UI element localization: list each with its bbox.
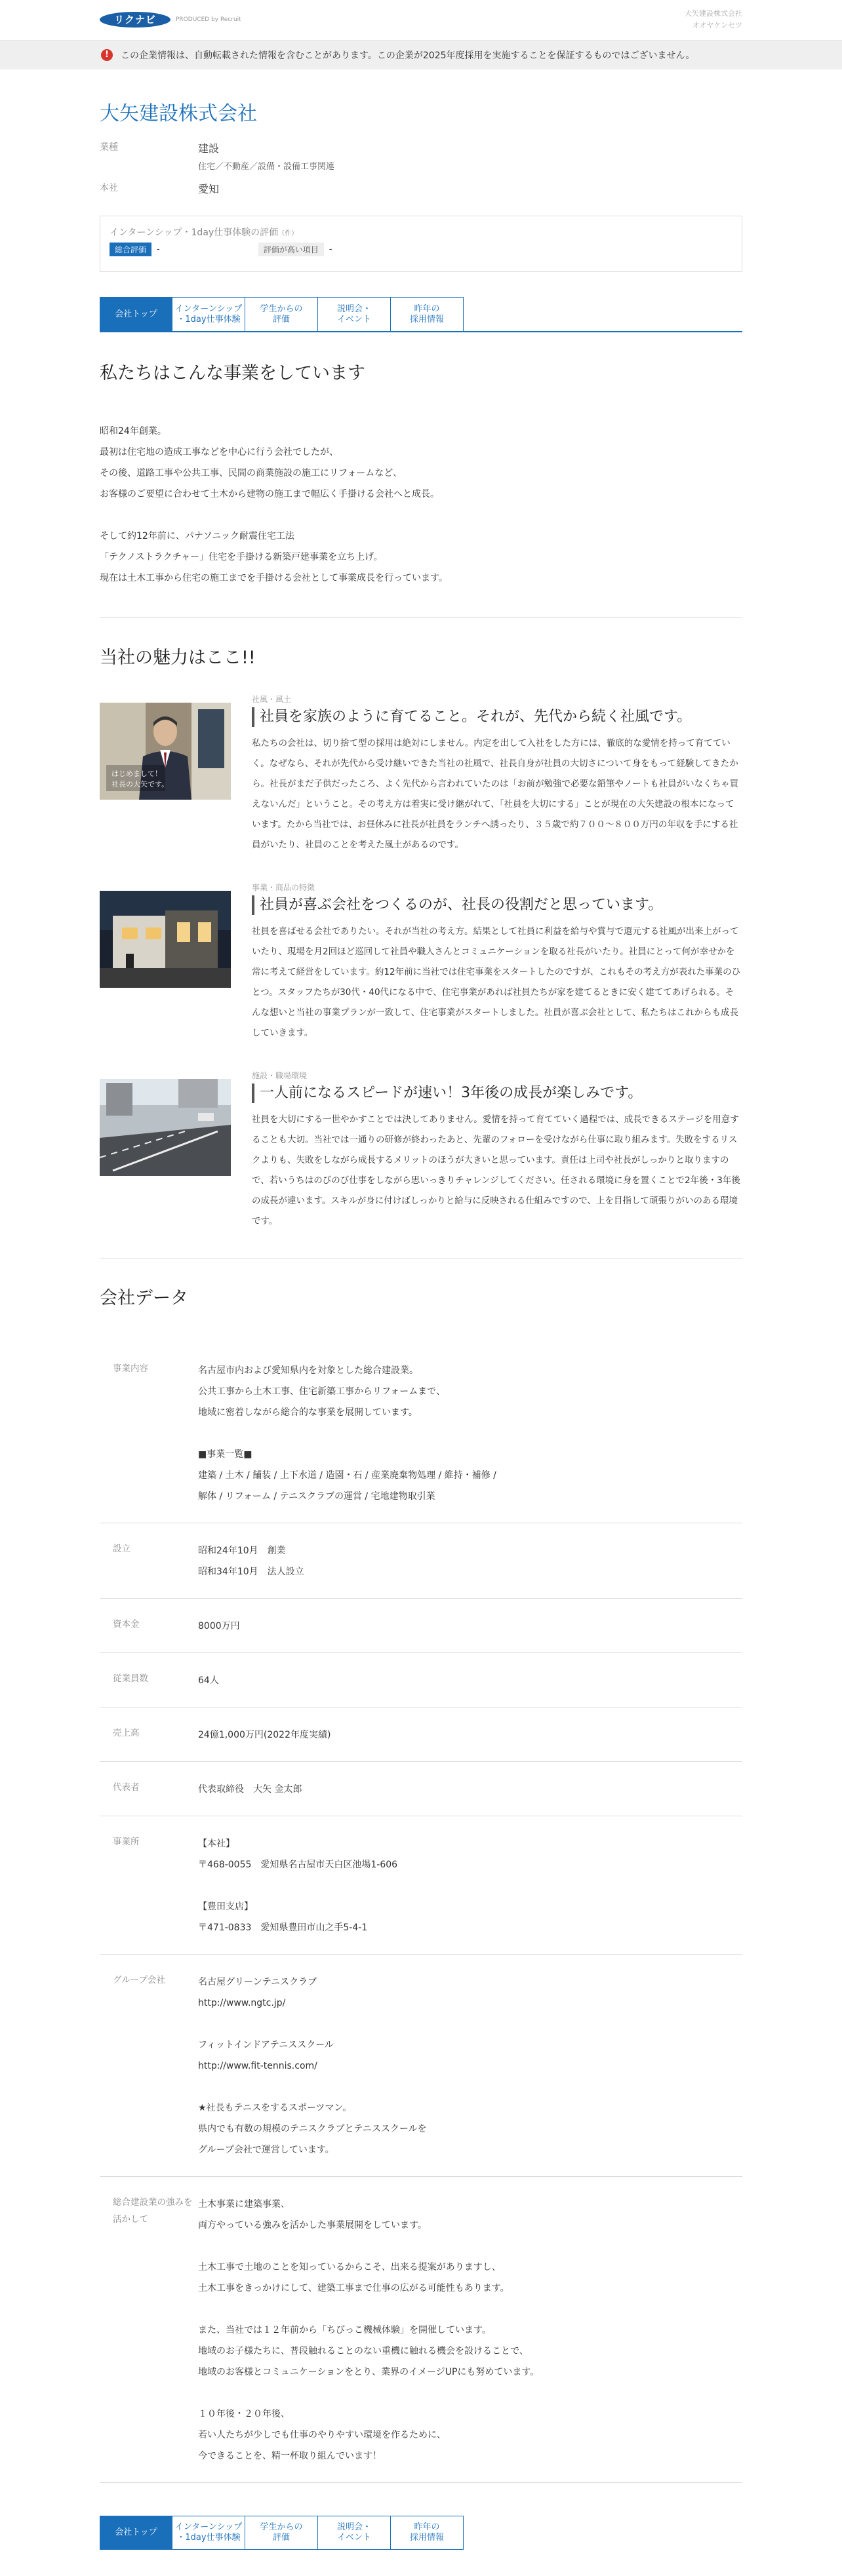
group-company-link[interactable]: http://www.ngtc.jp/ — [198, 1998, 286, 2008]
company-data-row — [100, 1708, 742, 1762]
company-data-value: 名古屋グリーンテニスクラブ http://www.ngtc.jp/ フィットインドアテニススクール http://www.fit-tennis.com/ ★社長もテニスをするスポーツマン。 県内でも有数の規模のテニスクラブとテニススクールを グループ会社で運営しています。 — [198, 1972, 742, 2160]
charm-item — [100, 1070, 742, 1232]
charm-heading: 社員が喜ぶ会社をつくるのが、社長の役割だと思っています。 — [252, 895, 742, 915]
tab-internship[interactable]: インターンシップ ・1day仕事体験 — [172, 297, 245, 331]
charm-category: 施設・職場環境 — [252, 1071, 308, 1080]
charm-text: 私たちの会社は、切り捨て型の採用は絶対にしません。内定を出して入社をした方には、徹底的な愛情を持って育てていく。なぜなら、それが先代から受け継いできた当社の社風で、社長自身が社員の大切さについて身をもって経験してきたから。社長がまだ子供だったころ、よく先代から言われていたのは「お前が勉強で必要な鉛筆やノートも社員がいなくちゃ買えないんだ」ということ。その考え方は着実に受け継がれて、「社員を大切にする」ことが現在の大矢建設の根本になっています。たから当社では、お昼休みに社長が社員をランチへ誘ったり、３５歳で約７００～８００万円の年収を手にする社員がいたり、社員のことを考えた風土があるのです。 — [252, 738, 739, 850]
company-data-value: 8000万円 — [198, 1621, 240, 1631]
company-data-value: 64人 — [198, 1675, 219, 1686]
company-data-row — [100, 2177, 742, 2483]
header-company-name: 大矢建設株式会社 — [685, 9, 742, 18]
industry-label: 業種 — [100, 142, 118, 153]
hq-label: 本社 — [100, 183, 118, 193]
hq-row — [100, 181, 742, 196]
charm-category: 事業・商品の特徴 — [252, 883, 315, 892]
high-eval-value: - — [329, 244, 332, 254]
company-data-value: 代表取締役 大矢 金太郎 — [198, 1784, 302, 1795]
company-data-value: 名古屋市内および愛知県内を対象とした総合建設業。 公共工事から土木工事、住宅新築工事からリフォームまで、 地域に密着しながら総合的な事業を展開しています。 ■事業一覧■ 建築 / 土木 / 舗装 / 上下水道 / 造園・石 / 産業廃棄物処理 / 維持・補修 / 解体 / リフォーム / テニスクラブの運営 / 宅地建物取引業 — [198, 1365, 496, 1502]
group-company-link[interactable]: http://www.fit-tennis.com/ — [198, 2061, 317, 2071]
company-data-title: 会社データ — [100, 1288, 188, 1308]
president-photo — [100, 703, 231, 800]
charm-title: 当社の魅力はここ!! — [100, 648, 256, 668]
tab-company-top[interactable]: 会社トップ — [100, 2516, 172, 2550]
company-data-row — [100, 1816, 742, 1955]
evaluation-box — [100, 216, 742, 272]
company-data-value: 【本社】 〒468-0055 愛知県名古屋市天白区池場1-606 【豊田支店】 〒471-0833 愛知県豊田市山之手5-4-1 — [198, 1839, 398, 1933]
charm-text: 社員を大切にする一世やかすことでは決してありません。愛情を持って育てていく過程では、成長できるステージを用意することも大切。当社では一通りの研修が終わったあと、先輩のフォローを受けながら仕事に取り組みます。失敗をするリスクよりも、失敗をしながら成長するメリットのほうが大きいと思っています。責任は上司や社長がしっかりと取りますので、若いうちはのびのび仕事をしながら思いっきりチャレンジしてください。任される環境に身を置くことで2年後・3年後の成長が違います。スキルが身に付けばしっかりと給与に反映される仕組みですので、上を目指して頑張りがいのある環境です。 — [252, 1114, 740, 1226]
charm-text: 社員を喜ばせる会社でありたい。それが当社の考え方。結果として社員に利益を給与や賞与で還元する社風が出来上がっていたり、現場を月2回ほど巡回して社員や職人さんとコミュニケーションを取る社長がいたり。社員にとって何が幸せかを常に考えて経営をしています。約12年前に当社では住宅事業をスタートしたのですが、これもその考え方が表れた事業のひとつ。スタッフたちが30代・40代になる中で、住宅事業があれば社員たちが家を建てるときに安く建ててあげられる。そんな想いと当社の事業プランが一致して、住宅事業がスタートしました。社員が喜ぶ会社として、私たちはこれからも成長していきます。 — [252, 926, 741, 1038]
tab-last-year[interactable]: 昨年の 採用情報 — [391, 2516, 464, 2550]
company-data-label: 売上高 — [113, 1728, 140, 1738]
logo-mark: リクナビ 2025 — [100, 12, 170, 28]
evaluation-title: インターンシップ・1day仕事体験の評価（件） — [110, 227, 298, 238]
charm-heading: 一人前になるスピードが速い！3年後の成長が楽しみです。 — [252, 1083, 742, 1103]
company-data-label: 事業所 — [113, 1837, 140, 1847]
notice-bar — [0, 41, 842, 69]
tab-nav-bottom — [100, 2516, 742, 2550]
company-data-row — [100, 1599, 742, 1653]
tab-company-top[interactable]: 会社トップ — [100, 297, 172, 331]
company-data-label: 設立 — [113, 1544, 130, 1554]
header-company-kana: オオヤケンセツ — [692, 21, 742, 29]
hq-value: 愛知 — [198, 183, 220, 195]
company-data-value: 昭和24年10月 創業 昭和34年10月 法人設立 — [198, 1546, 304, 1577]
company-data-value: 土木事業に建築事業、 両方やっている強みを活かした事業展開をしています。 土木工事で土地のことを知っているからこそ、出来る提案がありますし、 土木工事をきっかけにして、建築工事まで仕事の広がる可能性もあります。 また、当社では１２年前から「ちびっこ機械体験」を開催しています。 地域のお子様たちに、普段触れることのない重機に触れる機会を設けることで、 地域のお客様とコミュニケーションをとり、業界のイメージUPにも努めています。 １０年後・２０年後、 若い人たちが少しでも仕事のやりやすい環境を作るために、 今できることを、精一杯取り組んでいます！ — [198, 2199, 540, 2461]
svg-text:はじめまして！: はじめまして！ — [111, 770, 162, 778]
business-text: 昭和24年創業。 最初は住宅地の造成工事などを中心に行う会社でしたが、 その後、道路工事や公共工事、民間の商業施設の施工にリフォームなど、 お客様のご要望に合わせて土木から建物の施工まで幅広く手掛ける会社へと成長。 そして約12年前に、パナソニック耐震住宅工法 「テクノストラクチャー」住宅を手掛ける新築戸建事業を立ち上げ。 現在は土木工事から住宅の施工までを手掛ける会社として事業成長を行っています。 — [100, 426, 448, 583]
rikunabi-logo[interactable] — [100, 12, 241, 41]
company-data-label: 事業内容 — [113, 1363, 148, 1374]
tab-internship[interactable]: インターンシップ ・1day仕事体験 — [172, 2516, 245, 2550]
charm-heading: 社員を家族のように育てること。それが、先代から続く社風です。 — [252, 707, 742, 727]
divider — [100, 617, 742, 618]
charm-item — [100, 882, 742, 1044]
tab-nav-top — [100, 297, 742, 332]
tab-seminar[interactable]: 説明会・ イベント — [318, 297, 391, 331]
overall-eval-value: - — [157, 244, 160, 254]
house-photo — [100, 891, 231, 988]
company-data-row — [100, 1653, 742, 1708]
company-name: 大矢建設株式会社 — [100, 102, 257, 125]
industry-row — [100, 140, 742, 172]
company-data-row — [100, 1955, 742, 2177]
high-eval-badge: 評価が高い項目 — [258, 243, 324, 256]
road-photo — [100, 1079, 231, 1176]
overall-eval-badge: 総合評価 — [110, 243, 151, 256]
company-data-label: グループ会社 — [113, 1975, 165, 1985]
business-title: 私たちはこんな事業をしています — [100, 363, 365, 383]
divider — [100, 1258, 742, 1259]
alert-icon: ! — [101, 49, 113, 61]
tab-student-eval[interactable]: 学生からの 評価 — [245, 2516, 318, 2550]
industry-sub: 住宅／不動産／設備・設備工事関連 — [198, 162, 335, 172]
charm-item — [100, 693, 742, 855]
company-data-value: 24億1,000万円(2022年度実績) — [198, 1730, 331, 1740]
tab-student-eval[interactable]: 学生からの 評価 — [245, 297, 318, 331]
company-info — [100, 140, 742, 196]
site-header — [0, 0, 842, 41]
main-content — [100, 97, 742, 2550]
company-data-label: 従業員数 — [113, 1673, 148, 1684]
tab-seminar[interactable]: 説明会・ イベント — [318, 2516, 391, 2550]
charm-category: 社風・風土 — [252, 695, 292, 704]
company-data-label: 代表者 — [113, 1782, 140, 1793]
notice-text: この企業情報は、自動転載された情報を含むことがあります。この企業が2025年度採用を実施することを保証するものではございません。 — [121, 50, 695, 61]
industry-main: 建設 — [198, 142, 220, 155]
company-data-label: 総合建設業の強みを活かして — [113, 2197, 193, 2225]
header-company — [685, 8, 742, 31]
company-data-table — [100, 1343, 742, 2483]
company-data-row — [100, 1523, 742, 1599]
company-data-label: 資本金 — [113, 1619, 140, 1630]
svg-text:社長の大矢です。: 社長の大矢です。 — [111, 780, 169, 789]
company-data-row — [100, 1762, 742, 1816]
tab-last-year[interactable]: 昨年の 採用情報 — [391, 297, 464, 331]
company-data-row — [100, 1343, 742, 1523]
logo-by: PRODUCED by Recruit — [176, 16, 241, 23]
